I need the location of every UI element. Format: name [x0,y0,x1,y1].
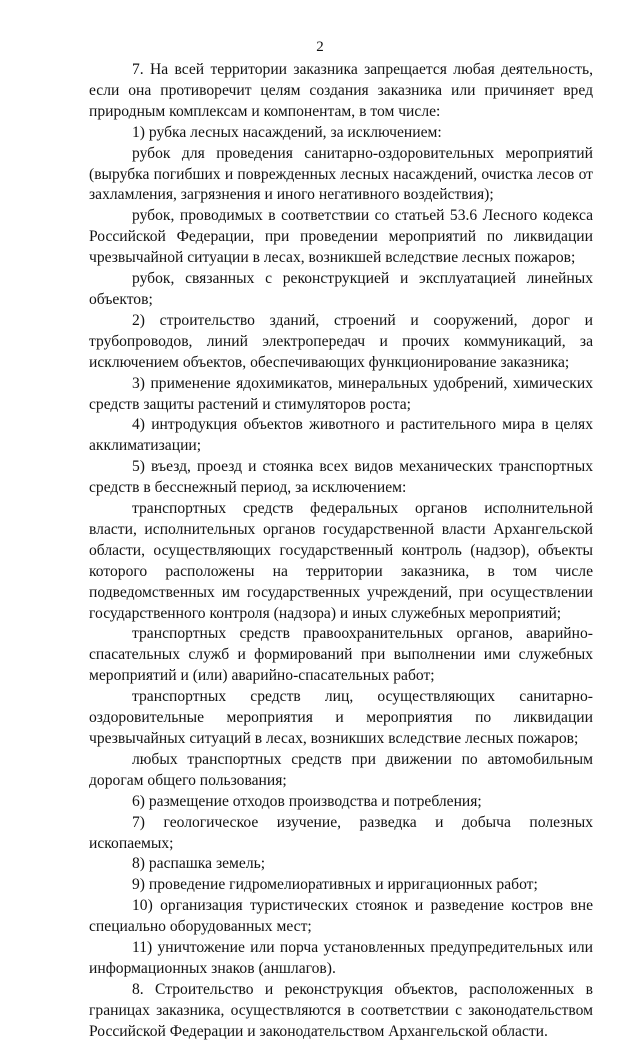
document-body [89,60,593,1043]
paragraph-item-4: 4) интродукция объектов животного и растительного мира в целях акклиматизации; [89,416,593,455]
paragraph-clause-8: 8. Строительство и реконструкция объектов, расположенных в границах заказника, осуществляются в соответствии с законодательством Российской Федерации и законодательством Архангельской области. [89,980,593,1040]
paragraph-item-10: 10) организация туристических стоянок и разведение костров вне специально оборудованных мест; [89,897,593,936]
paragraph-item-1-exception-linear: рубок, связанных с реконструкцией и эксплуатацией линейных объектов; [89,270,593,308]
paragraph-item-5: 5) въезд, проезд и стоянка всех видов механических транспортных средств в бесснежный период, за исключением: [89,458,593,497]
paragraph-item-1-exception-fire: рубок, проводимых в соответствии со статьей 53.6 Лесного кодекса Российской Федерации, при проведении мероприятий по ликвидации чрезвычайной ситуации в лесах, возникшей вследствие лесных пожаров; [89,207,593,267]
paragraph-item-7: 7) геологическое изучение, разведка и добыча полезных ископаемых; [89,813,593,852]
paragraph-clause-7: 7. На всей территории заказника запрещается любая деятельность, если она противоречит целям создания заказника или причиняет вред природным комплексам и компонентам, в том числе: [89,61,593,120]
paragraph-item-9: 9) проведение гидромелиоративных и ирригационных работ; [132,876,538,894]
paragraph-item-5-exception-public-roads: любых транспортных средств при движении по автомобильным дорогам общего пользования; [89,750,593,789]
paragraph-item-1-exception-sanitary: рубок для проведения санитарно-оздоровительных мероприятий (вырубка погибших и поврежденных лесных насаждений, очистка лесов от захламления, загрязнения и иного негативного воздействия); [89,144,593,204]
paragraph-item-5-exception-law-enforcement: транспортных средств правоохранительных органов, аварийно-спасательных служб и формирований при выполнении ими служебных мероприятий и (или) аварийно-спасательных работ; [89,625,593,685]
paragraph-item-3: 3) применение ядохимикатов, минеральных удобрений, химических средств защиты растений и стимуляторов роста; [89,374,593,413]
paragraph-item-8: 8) распашка земель; [132,855,266,873]
paragraph-item-6: 6) размещение отходов производства и потребления; [132,792,482,810]
paragraph-item-5-exception-government: транспортных средств федеральных органов исполнительной власти, исполнительных органов государственной власти Архангельской области, осуществляющих государственный контроль (надзор), объекты которого расположены на территории заказника, в том числе подведомственных им государственных учреждений, при осуществлении государственного контроля (надзора) и иных служебных мероприятий; [89,500,593,622]
paragraph-item-11: 11) уничтожение или порча установленных предупредительных или информационных знаков (аншлагов). [89,939,593,977]
page-number: 2 [316,39,324,55]
paragraph-item-1: 1) рубка лесных насаждений, за исключением: [132,123,442,141]
paragraph-item-2: 2) строительство зданий, строений и сооружений, дорог и трубопроводов, линий электропередач и прочих коммуникаций, за исключением объектов, обеспечивающих функционирование заказника; [89,311,593,371]
paragraph-item-5-exception-sanitary: транспортных средств лиц, осуществляющих санитарно-оздоровительные мероприятия и мероприятия по ликвидации чрезвычайных ситуаций в лесах, возникших вследствие лесных пожаров; [89,688,593,747]
